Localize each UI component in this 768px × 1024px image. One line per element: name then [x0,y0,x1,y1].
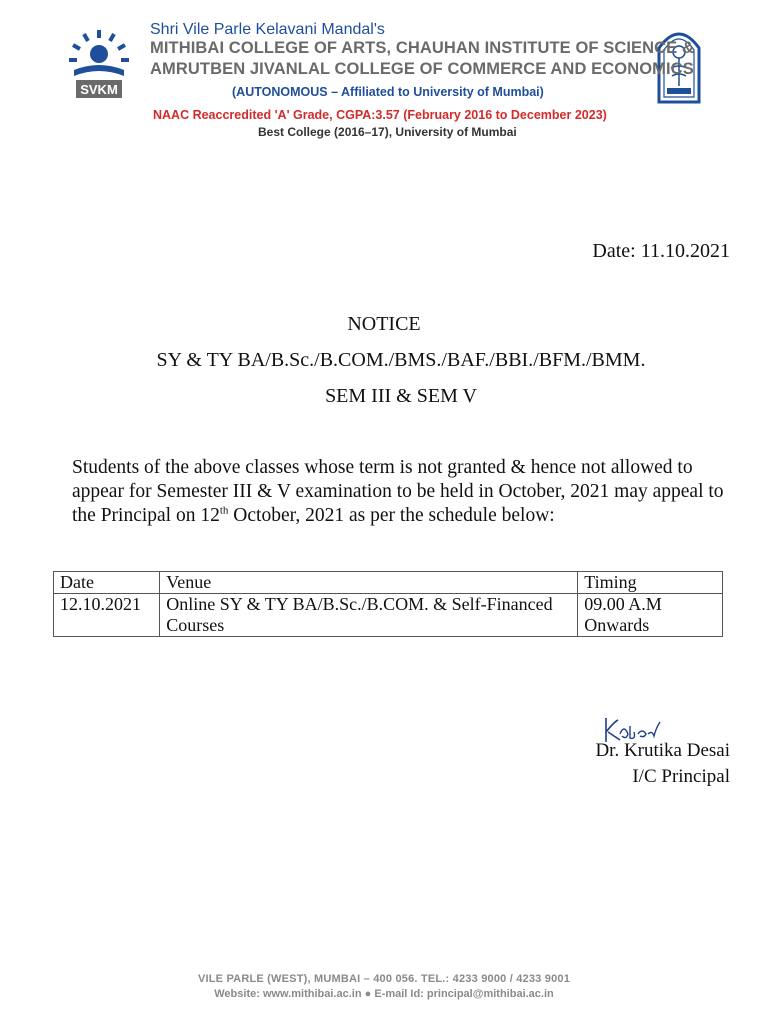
table-header-cell: Timing [578,572,723,594]
letterhead-naac: NAAC Reaccredited 'A' Grade, CGPA:3.57 (February 2016 to December 2023) [153,108,607,122]
table-header-cell: Venue [160,572,578,594]
letterhead-autonomous: (AUTONOMOUS – Affiliated to University of Mumbai) [232,85,544,99]
letterhead-best-college: Best College (2016–17), University of Mumbai [258,125,517,139]
footer-email: E-mail Id: principal@mithibai.ac.in [374,988,554,1000]
table-cell-venue: Online SY & TY BA/B.Sc./B.COM. & Self-Financed Courses [160,594,578,637]
notice-title: NOTICE [347,313,421,335]
footer-address: VILE PARLE (WEST), MUMBAI – 400 056. TEL.: 4233 9000 / 4233 9001 [197,973,571,985]
footer-separator: ● [364,988,375,1000]
notice-paragraph [72,456,742,528]
table-cell-date: 12.10.2021 [54,594,160,637]
svkm-logo [66,30,132,102]
notice-date: Date: 11.10.2021 [592,240,730,262]
signatory-name: Dr. Krutika Desai [595,740,730,761]
table-header-cell: Date [54,572,160,594]
schedule-table [53,571,723,637]
signatory-title: I/C Principal [632,766,730,787]
letterhead-college-line2: AMRUTBEN JIVANLAL COLLEGE OF COMMERCE AND ECONOMICS [150,60,694,78]
paragraph-part2: October, 2021 as per the schedule below: [228,505,555,526]
table-row [54,594,723,637]
notice-classes: SY & TY BA/B.Sc./B.COM./BMS./BAF./BBI./BFM./BMM. [156,349,646,371]
table-header-row [54,572,723,594]
letterhead-college-line1: MITHIBAI COLLEGE OF ARTS, CHAUHAN INSTITUTE OF SCIENCE & [150,39,694,57]
footer-contact [0,988,768,1000]
footer-website: Website: www.mithibai.ac.in [214,988,362,1000]
logo-text: SVKM [80,82,118,97]
paragraph-superscript: th [219,504,229,517]
paragraph-part1: Students of the above classes whose term is not granted & hence not allowed to appear for Semester III & V examination to be held in October, 2021 may appeal to the Principal on 12 [72,457,724,526]
table-cell-timing: 09.00 A.M Onwards [578,594,723,637]
letterhead-mandal: Shri Vile Parle Kelavani Mandal's [150,21,385,38]
notice-semesters: SEM III & SEM V [325,385,477,407]
